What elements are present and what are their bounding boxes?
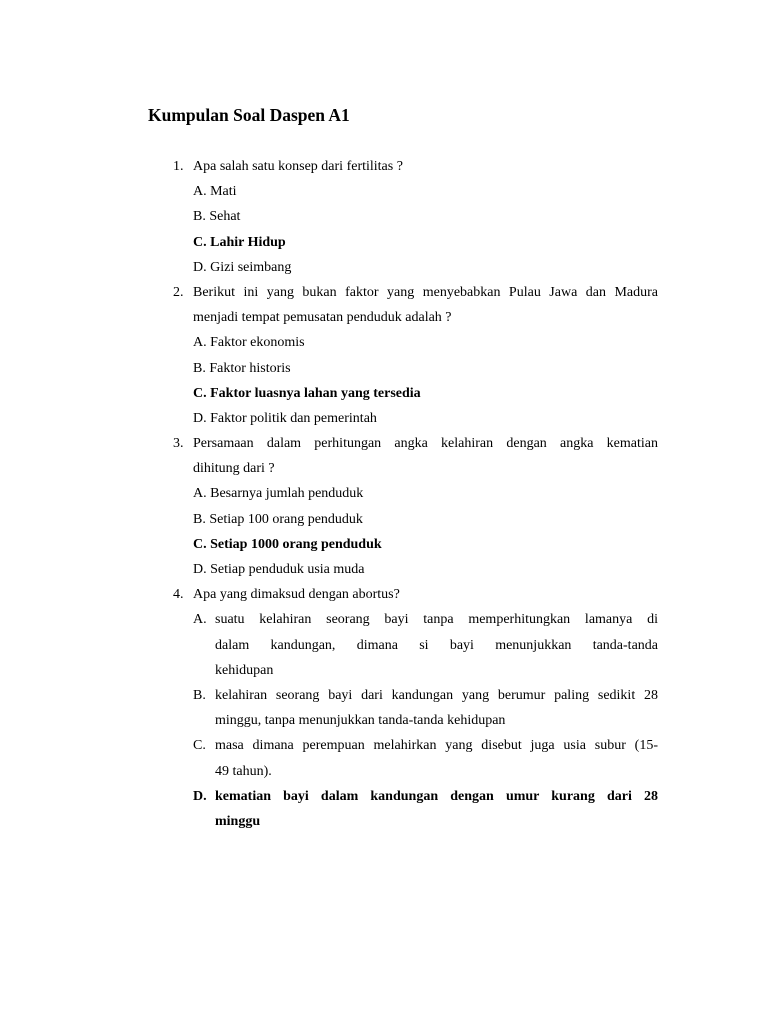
question-text: Berikut ini yang bukan faktor yang menyebabkan Pulau Jawa dan Madura [193, 284, 658, 300]
question-text: menjadi tempat pemusatan penduduk adalah ? [193, 310, 452, 326]
option-b [0, 204, 768, 229]
option-text: D. Faktor politik dan pemerintah [193, 410, 377, 426]
option-a [0, 330, 768, 355]
option-c-continuation [0, 759, 768, 784]
question-4 [0, 582, 768, 607]
document-title: Kumpulan Soal Daspen A1 [148, 105, 350, 125]
option-c-answer [0, 230, 768, 255]
option-a [0, 179, 768, 204]
option-d [0, 255, 768, 280]
option-b [0, 507, 768, 532]
question-text: Apa salah satu konsep dari fertilitas ? [193, 159, 403, 174]
option-a-continuation [0, 658, 768, 683]
question-number: 3. [173, 436, 184, 452]
option-letter: B. [193, 687, 206, 703]
option-text: minggu, tanpa menunjukkan tanda-tanda kehidupan [215, 713, 506, 729]
question-1 [0, 154, 768, 179]
option-c-answer [0, 381, 768, 406]
option-letter: D. [193, 788, 207, 804]
option-text: suatu kelahiran seorang bayi tanpa memperhitungkan lamanya di [215, 612, 658, 628]
question-list [0, 154, 768, 834]
option-c [0, 733, 768, 758]
option-text: 49 tahun). [215, 763, 272, 779]
option-b [0, 683, 768, 708]
option-c-answer [0, 532, 768, 557]
option-a [0, 607, 768, 632]
option-text: masa dimana perempuan melahirkan yang disebut juga usia subur (15- [215, 738, 658, 754]
option-letter: C. [193, 738, 206, 754]
option-text: A. Mati [193, 184, 237, 200]
option-d-continuation [0, 809, 768, 834]
option-letter: A. [193, 612, 207, 628]
question-text: Apa yang dimaksud dengan abortus? [193, 587, 400, 603]
question-text: dihitung dari ? [193, 461, 275, 477]
option-text: D. Gizi seimbang [193, 259, 292, 275]
option-d [0, 557, 768, 582]
option-text: D. Setiap penduduk usia muda [193, 562, 365, 577]
option-text: B. Sehat [193, 209, 241, 225]
question-text-continuation [0, 305, 768, 330]
question-text-continuation [0, 456, 768, 481]
option-text: C. Lahir Hidup [193, 234, 286, 250]
question-number: 4. [173, 587, 184, 603]
option-text: dalam kandungan, dimana si bayi menunjukkan tanda-tanda [215, 637, 658, 653]
option-text: kelahiran seorang bayi dari kandungan yang berumur paling sedikit 28 [215, 687, 658, 703]
question-2 [0, 280, 768, 305]
option-text: B. Faktor historis [193, 360, 291, 376]
option-a-continuation [0, 633, 768, 658]
option-text: minggu [215, 813, 261, 829]
option-b [0, 356, 768, 381]
option-b-continuation [0, 708, 768, 733]
question-text: Persamaan dalam perhitungan angka kelahiran dengan angka kematian [193, 436, 658, 452]
option-text: C. Faktor luasnya lahan yang tersedia [193, 385, 421, 401]
option-text: kehidupan [215, 662, 274, 678]
option-d [0, 406, 768, 431]
option-text: kematian bayi dalam kandungan dengan umur kurang dari 28 [215, 788, 658, 804]
option-a [0, 481, 768, 506]
question-3 [0, 431, 768, 456]
option-d-answer [0, 784, 768, 809]
option-text: B. Setiap 100 orang penduduk [193, 511, 363, 527]
question-number: 1. [173, 159, 184, 174]
option-text: C. Setiap 1000 orang penduduk [193, 536, 382, 552]
option-text: A. Faktor ekonomis [193, 335, 305, 351]
option-text: A. Besarnya jumlah penduduk [193, 486, 364, 502]
question-number: 2. [173, 284, 184, 300]
